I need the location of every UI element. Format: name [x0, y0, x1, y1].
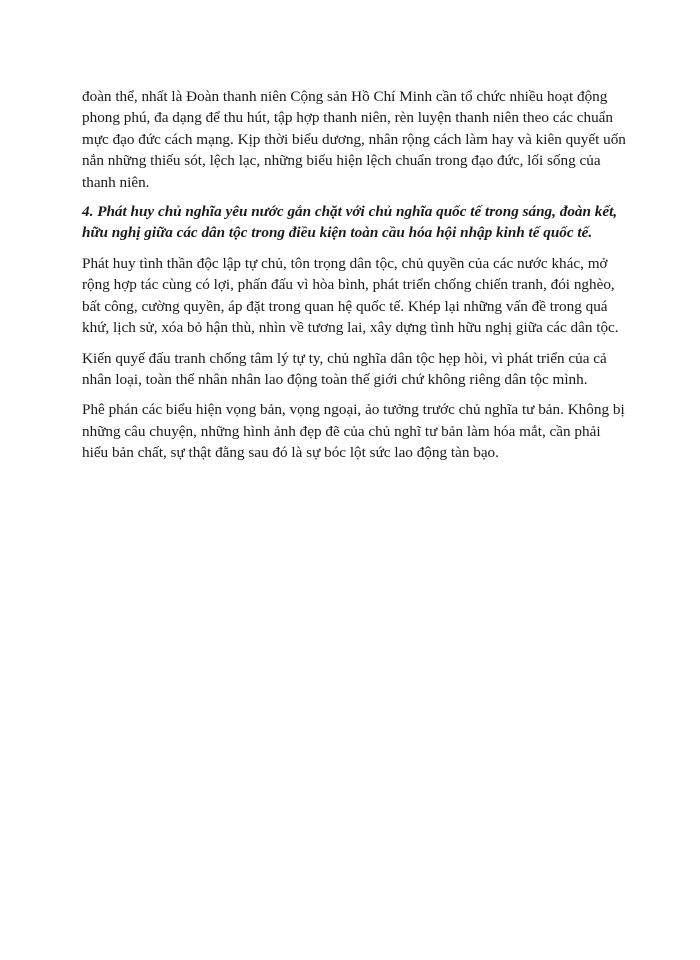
text-line: nhân loại, toàn thể nhân nhân lao động toàn thế giới chứ không riêng dân tộc mình.: [82, 371, 588, 389]
paragraph-independence: [82, 253, 622, 339]
text-line: nắn những thiếu sót, lệch lạc, những biểu hiện lệch chuẩn trong đạo đức, lối sống của: [82, 152, 601, 170]
text-line: những câu chuyện, những hình ảnh đẹp đẽ của chủ nghĩ tư bản làm hóa mắt, cần phải: [82, 422, 601, 440]
paragraph-youth-union: [82, 86, 626, 193]
heading-line: hữu nghị giữa các dân tộc trong điều kiện toàn cầu hóa hội nhập kinh tế quốc tế.: [82, 224, 593, 242]
text-line: phong phú, đa dạng để thu hút, tập hợp thanh niên, rèn luyện thanh niên theo các chuẩn: [82, 109, 614, 127]
section-heading-4: [82, 201, 622, 243]
text-line: Phê phán các biểu hiện vọng bản, vọng ngoại, ảo tưởng trước chủ nghĩa tư bản. Không bị: [82, 401, 625, 419]
text-line: Phát huy tình thần độc lập tự chủ, tôn trọng dân tộc, chủ quyền của các nước khác, mở: [82, 255, 608, 273]
text-line: rộng hợp tác cùng có lợi, phấn đấu vì hòa bình, phát triển chống chiến tranh, đói nghèo,: [82, 276, 615, 294]
text-line: đoàn thể, nhất là Đoàn thanh niên Cộng sản Hồ Chí Minh cần tổ chức nhiều hoạt động: [82, 88, 608, 105]
document-page: [82, 86, 626, 473]
text-line: khứ, lịch sử, xóa bỏ hận thù, nhìn về tương lai, xây dựng tình hữu nghị giữa các dân tộc.: [82, 319, 619, 337]
text-line: Kiến quyế đấu tranh chống tâm lý tự ty, chủ nghĩa dân tộc hẹp hòi, vì phát triển của cả: [82, 349, 607, 367]
paragraph-struggle: [82, 348, 622, 391]
paragraph-criticism: [82, 399, 625, 463]
heading-line: 4. Phát huy chủ nghĩa yêu nước gắn chặt với chủ nghĩa quốc tế trong sáng, đoàn kết,: [82, 203, 618, 221]
text-line: hiểu bản chất, sự thật đằng sau đó là sự bóc lột sức lao động tàn bạo.: [82, 444, 499, 462]
text-line: thanh niên.: [82, 173, 150, 191]
text-line: bất công, cường quyền, áp đặt trong quan hệ quốc tế. Khép lại những vấn đề trong quá: [82, 297, 608, 315]
text-line: mực đạo đức cách mạng. Kịp thời biểu dương, nhân rộng cách làm hay và kiên quyết uốn: [82, 130, 626, 148]
